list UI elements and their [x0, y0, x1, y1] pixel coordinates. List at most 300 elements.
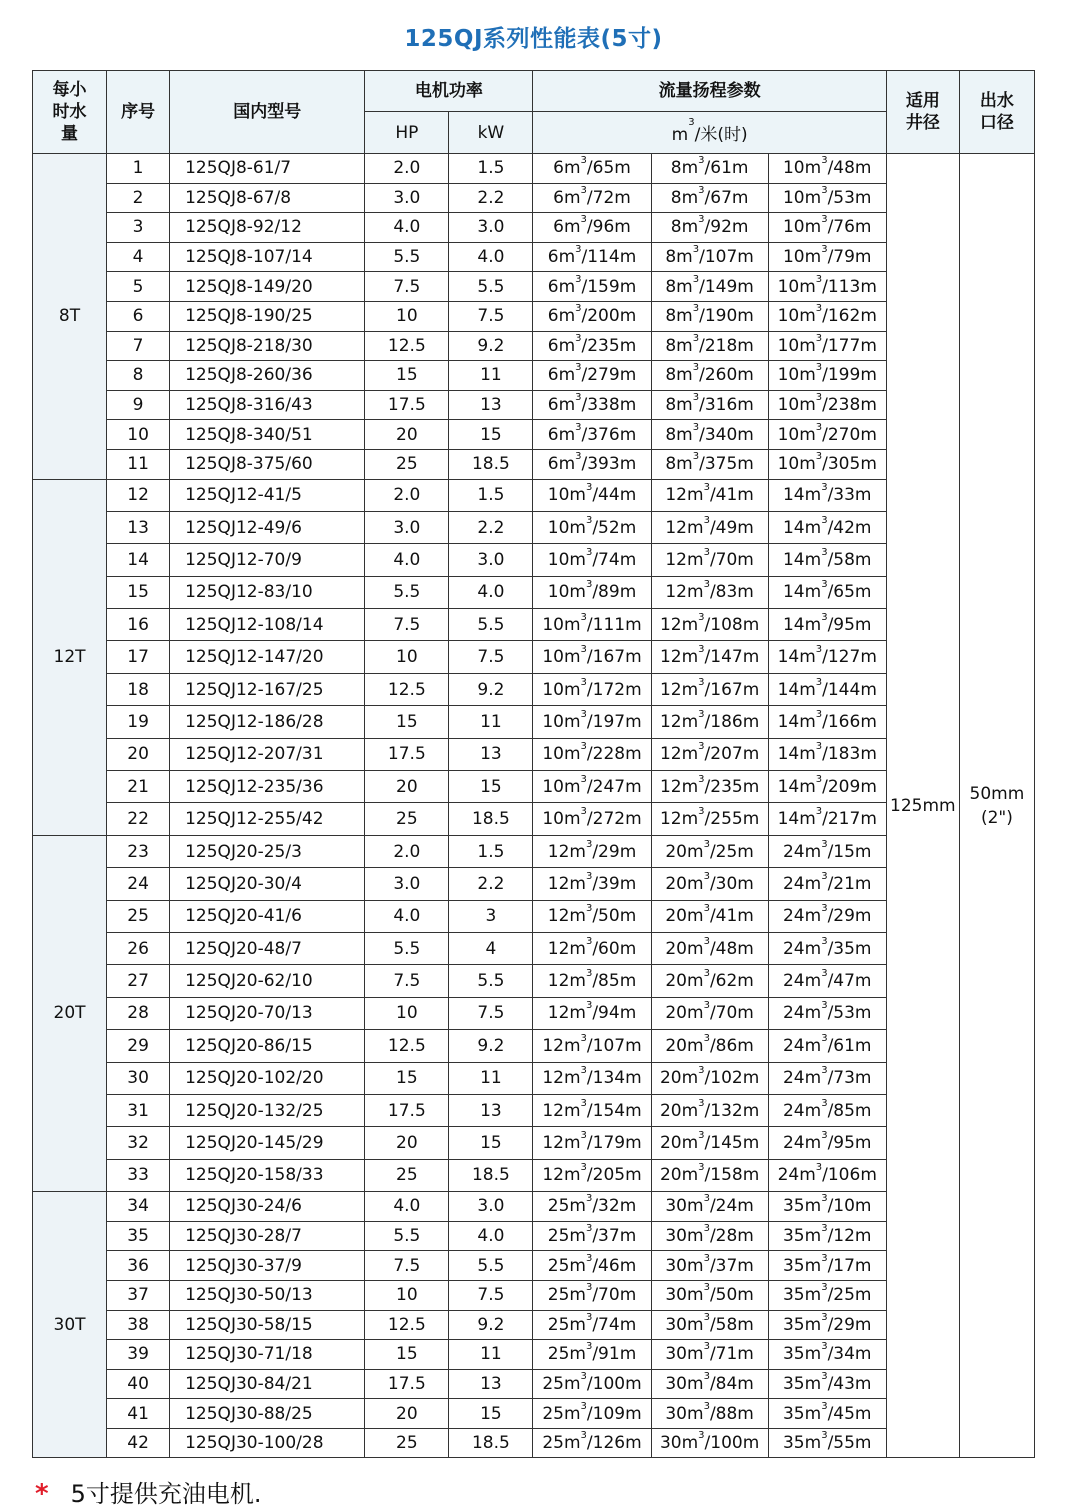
- page-title: 125QJ系列性能表(5寸): [404, 26, 663, 52]
- kw-cell: 15: [449, 1399, 533, 1429]
- model-cell: 125QJ20-25/3: [170, 835, 365, 867]
- hp-cell: 5.5: [365, 576, 449, 608]
- flow-cell: $12m^3/41m$: [651, 479, 768, 511]
- hp-cell: 7.5: [365, 1251, 449, 1281]
- flow-cell: $30m^3/50m$: [651, 1280, 768, 1310]
- flow-cell: $12m^3/147m$: [651, 641, 768, 673]
- flow-cell: $8m^3/218m$: [651, 331, 768, 361]
- flow-cell: $24m^3/106m$: [768, 1159, 886, 1191]
- flow-cell: $8m^3/340m$: [651, 420, 768, 450]
- table-row: [33, 420, 1035, 450]
- seq-cell: 11: [107, 449, 170, 479]
- table-row: [33, 673, 1035, 705]
- hp-cell: 25: [365, 449, 449, 479]
- seq-cell: 35: [107, 1221, 170, 1251]
- flow-cell: $8m^3/92m$: [651, 213, 768, 243]
- flow-cell: $12m^3/70m$: [651, 544, 768, 576]
- model-cell: 125QJ20-62/10: [170, 965, 365, 997]
- kw-cell: 13: [449, 738, 533, 770]
- kw-cell: 9.2: [449, 1030, 533, 1062]
- model-cell: 125QJ20-158/33: [170, 1159, 365, 1191]
- model-cell: 125QJ12-49/6: [170, 511, 365, 543]
- kw-cell: 7.5: [449, 641, 533, 673]
- flow-cell: $24m^3/21m$: [768, 868, 886, 900]
- model-cell: 125QJ8-340/51: [170, 420, 365, 450]
- model-cell: 125QJ12-83/10: [170, 576, 365, 608]
- flow-cell: $20m^3/158m$: [651, 1159, 768, 1191]
- table-row: [33, 511, 1035, 543]
- flow-cell: $20m^3/70m$: [651, 997, 768, 1029]
- flow-cell: $14m^3/127m$: [768, 641, 886, 673]
- hp-cell: 2.0: [365, 835, 449, 867]
- kw-cell: 4.0: [449, 1221, 533, 1251]
- flow-cell: $25m^3/74m$: [533, 1310, 651, 1340]
- kw-cell: 11: [449, 1340, 533, 1370]
- hp-cell: 2.0: [365, 154, 449, 184]
- flow-cell: $10m^3/52m$: [533, 511, 651, 543]
- flow-cell: $20m^3/86m$: [651, 1030, 768, 1062]
- seq-cell: 30: [107, 1062, 170, 1094]
- table-row: [33, 1192, 1035, 1222]
- hp-cell: 17.5: [365, 1369, 449, 1399]
- seq-cell: 27: [107, 965, 170, 997]
- kw-cell: 3.0: [449, 213, 533, 243]
- flow-cell: $12m^3/255m$: [651, 803, 768, 835]
- flow-cell: $10m^3/177m$: [768, 331, 886, 361]
- hp-cell: 15: [365, 706, 449, 738]
- hp-cell: 12.5: [365, 673, 449, 705]
- header-seq: 序号: [107, 71, 170, 154]
- table-row: [33, 272, 1035, 302]
- kw-cell: 18.5: [449, 1428, 533, 1458]
- kw-cell: 5.5: [449, 965, 533, 997]
- flow-cell: $14m^3/209m$: [768, 771, 886, 803]
- flow-cell: $10m^3/74m$: [533, 544, 651, 576]
- header-outlet: 出水口径: [959, 71, 1034, 154]
- seq-cell: 29: [107, 1030, 170, 1062]
- model-cell: 125QJ30-37/9: [170, 1251, 365, 1281]
- flow-cell: $35m^3/45m$: [768, 1399, 886, 1429]
- hp-cell: 7.5: [365, 965, 449, 997]
- flow-cell: $10m^3/197m$: [533, 706, 651, 738]
- seq-cell: 38: [107, 1310, 170, 1340]
- flow-cell: $10m^3/228m$: [533, 738, 651, 770]
- hp-cell: 20: [365, 771, 449, 803]
- seq-cell: 36: [107, 1251, 170, 1281]
- kw-cell: 11: [449, 706, 533, 738]
- kw-cell: 18.5: [449, 1159, 533, 1191]
- seq-cell: 12: [107, 479, 170, 511]
- table-row: [33, 213, 1035, 243]
- performance-table: [32, 70, 1035, 1458]
- flow-cell: $10m^3/79m$: [768, 242, 886, 272]
- seq-cell: 42: [107, 1428, 170, 1458]
- table-row: [33, 183, 1035, 213]
- seq-cell: 25: [107, 900, 170, 932]
- hp-cell: 15: [365, 361, 449, 391]
- table-row: [33, 1369, 1035, 1399]
- outlet-value: 50mm (2"): [969, 783, 1025, 828]
- hp-cell: 4.0: [365, 1192, 449, 1222]
- hp-cell: 25: [365, 1428, 449, 1458]
- header-model: 国内型号: [170, 71, 365, 154]
- hp-cell: 25: [365, 1159, 449, 1191]
- flow-cell: $14m^3/65m$: [768, 576, 886, 608]
- flow-cell: $8m^3/190m$: [651, 301, 768, 331]
- seq-cell: 18: [107, 673, 170, 705]
- model-cell: 125QJ30-71/18: [170, 1340, 365, 1370]
- seq-cell: 23: [107, 835, 170, 867]
- flow-cell: $12m^3/108m$: [651, 609, 768, 641]
- table-row: [33, 965, 1035, 997]
- table-row: [33, 1399, 1035, 1429]
- table-row: [33, 544, 1035, 576]
- group-label: 20T: [33, 835, 107, 1191]
- seq-cell: 37: [107, 1280, 170, 1310]
- flow-cell: $10m^3/172m$: [533, 673, 651, 705]
- hp-cell: 12.5: [365, 331, 449, 361]
- flow-cell: $10m^3/113m$: [768, 272, 886, 302]
- seq-cell: 20: [107, 738, 170, 770]
- seq-cell: 13: [107, 511, 170, 543]
- flow-cell: $8m^3/260m$: [651, 361, 768, 391]
- well-diameter: 125mm: [886, 154, 959, 1458]
- flow-cell: $12m^3/235m$: [651, 771, 768, 803]
- flow-cell: $10m^3/111m$: [533, 609, 651, 641]
- flow-cell: $25m^3/109m$: [533, 1399, 651, 1429]
- table-row: [33, 1094, 1035, 1126]
- flow-cell: $10m^3/44m$: [533, 479, 651, 511]
- flow-cell: $20m^3/48m$: [651, 933, 768, 965]
- kw-cell: 18.5: [449, 449, 533, 479]
- hp-cell: 15: [365, 1340, 449, 1370]
- table-row: [33, 900, 1035, 932]
- hp-cell: 7.5: [365, 609, 449, 641]
- table-row: [33, 609, 1035, 641]
- kw-cell: 13: [449, 1369, 533, 1399]
- model-cell: 125QJ8-316/43: [170, 390, 365, 420]
- flow-cell: $10m^3/76m$: [768, 213, 886, 243]
- seq-cell: 1: [107, 154, 170, 184]
- kw-cell: 5.5: [449, 272, 533, 302]
- hp-cell: 3.0: [365, 183, 449, 213]
- seq-cell: 22: [107, 803, 170, 835]
- kw-cell: 2.2: [449, 183, 533, 213]
- kw-cell: 11: [449, 1062, 533, 1094]
- flow-cell: $10m^3/199m$: [768, 361, 886, 391]
- kw-cell: 1.5: [449, 835, 533, 867]
- flow-cell: $30m^3/71m$: [651, 1340, 768, 1370]
- seq-cell: 41: [107, 1399, 170, 1429]
- flow-cell: $14m^3/183m$: [768, 738, 886, 770]
- table-row: [33, 803, 1035, 835]
- kw-cell: 4.0: [449, 576, 533, 608]
- model-cell: 125QJ12-255/42: [170, 803, 365, 835]
- hp-cell: 10: [365, 641, 449, 673]
- flow-cell: $12m^3/179m$: [533, 1127, 651, 1159]
- flow-cell: $30m^3/28m$: [651, 1221, 768, 1251]
- flow-cell: $10m^3/162m$: [768, 301, 886, 331]
- flow-cell: $35m^3/10m$: [768, 1192, 886, 1222]
- table-row: [33, 933, 1035, 965]
- table-row: [33, 1127, 1035, 1159]
- seq-cell: 40: [107, 1369, 170, 1399]
- model-cell: 125QJ30-84/21: [170, 1369, 365, 1399]
- flow-cell: $24m^3/85m$: [768, 1094, 886, 1126]
- flow-cell: $12m^3/186m$: [651, 706, 768, 738]
- footnote: [35, 1474, 262, 1509]
- table-row: [33, 479, 1035, 511]
- flow-cell: $24m^3/35m$: [768, 933, 886, 965]
- seq-cell: 3: [107, 213, 170, 243]
- hp-cell: 4.0: [365, 900, 449, 932]
- flow-cell: $14m^3/42m$: [768, 511, 886, 543]
- flow-cell: $35m^3/34m$: [768, 1340, 886, 1370]
- flow-cell: $35m^3/25m$: [768, 1280, 886, 1310]
- model-cell: 125QJ20-132/25: [170, 1094, 365, 1126]
- kw-cell: 9.2: [449, 1310, 533, 1340]
- table-row: [33, 1062, 1035, 1094]
- flow-cell: $12m^3/49m$: [651, 511, 768, 543]
- hp-cell: 3.0: [365, 511, 449, 543]
- table-row: [33, 1221, 1035, 1251]
- flow-cell: $12m^3/60m$: [533, 933, 651, 965]
- kw-cell: 4.0: [449, 242, 533, 272]
- table-row: [33, 1030, 1035, 1062]
- seq-cell: 28: [107, 997, 170, 1029]
- flow-cell: $30m^3/100m$: [651, 1428, 768, 1458]
- flow-cell: $25m^3/91m$: [533, 1340, 651, 1370]
- flow-cell: $12m^3/50m$: [533, 900, 651, 932]
- flow-cell: $24m^3/73m$: [768, 1062, 886, 1094]
- table-row: [33, 361, 1035, 391]
- header-unit: $m^3/$米(时): [533, 112, 886, 154]
- flow-cell: $20m^3/145m$: [651, 1127, 768, 1159]
- header-power: 电机功率: [365, 71, 533, 112]
- model-cell: 125QJ8-190/25: [170, 301, 365, 331]
- model-cell: 125QJ30-28/7: [170, 1221, 365, 1251]
- hp-cell: 3.0: [365, 868, 449, 900]
- model-cell: 125QJ8-61/7: [170, 154, 365, 184]
- header-hp: HP: [365, 112, 449, 154]
- flow-cell: $10m^3/48m$: [768, 154, 886, 184]
- flow-cell: $12m^3/29m$: [533, 835, 651, 867]
- model-cell: 125QJ8-218/30: [170, 331, 365, 361]
- header-flow-head: 流量扬程参数: [533, 71, 886, 112]
- hp-cell: 20: [365, 420, 449, 450]
- flow-cell: $20m^3/41m$: [651, 900, 768, 932]
- seq-cell: 15: [107, 576, 170, 608]
- table-row: [33, 997, 1035, 1029]
- kw-cell: 2.2: [449, 868, 533, 900]
- flow-cell: $12m^3/83m$: [651, 576, 768, 608]
- flow-cell: $12m^3/154m$: [533, 1094, 651, 1126]
- flow-cell: $12m^3/94m$: [533, 997, 651, 1029]
- kw-cell: 1.5: [449, 154, 533, 184]
- flow-cell: $30m^3/84m$: [651, 1369, 768, 1399]
- flow-cell: $6m^3/72m$: [533, 183, 651, 213]
- flow-cell: $14m^3/144m$: [768, 673, 886, 705]
- hp-cell: 20: [365, 1127, 449, 1159]
- seq-cell: 26: [107, 933, 170, 965]
- table-row: [33, 1340, 1035, 1370]
- flow-cell: $10m^3/238m$: [768, 390, 886, 420]
- table-row: [33, 154, 1035, 184]
- flow-cell: $6m^3/279m$: [533, 361, 651, 391]
- flow-cell: $8m^3/67m$: [651, 183, 768, 213]
- flow-cell: $20m^3/25m$: [651, 835, 768, 867]
- table-row: [33, 301, 1035, 331]
- flow-cell: $12m^3/85m$: [533, 965, 651, 997]
- kw-cell: 3.0: [449, 1192, 533, 1222]
- flow-cell: $12m^3/205m$: [533, 1159, 651, 1191]
- table-row: [33, 1310, 1035, 1340]
- hp-cell: 4.0: [365, 213, 449, 243]
- seq-cell: 39: [107, 1340, 170, 1370]
- flow-cell: $30m^3/37m$: [651, 1251, 768, 1281]
- seq-cell: 32: [107, 1127, 170, 1159]
- model-cell: 125QJ30-50/13: [170, 1280, 365, 1310]
- seq-cell: 19: [107, 706, 170, 738]
- kw-cell: 11: [449, 361, 533, 391]
- flow-cell: $30m^3/58m$: [651, 1310, 768, 1340]
- flow-cell: $14m^3/217m$: [768, 803, 886, 835]
- flow-cell: $10m^3/167m$: [533, 641, 651, 673]
- model-cell: 125QJ8-107/14: [170, 242, 365, 272]
- table-row: [33, 1251, 1035, 1281]
- kw-cell: 3.0: [449, 544, 533, 576]
- kw-cell: 7.5: [449, 997, 533, 1029]
- model-cell: 125QJ30-58/15: [170, 1310, 365, 1340]
- hp-cell: 12.5: [365, 1310, 449, 1340]
- table-row: [33, 576, 1035, 608]
- header-kw: kW: [449, 112, 533, 154]
- seq-cell: 9: [107, 390, 170, 420]
- flow-cell: $12m^3/134m$: [533, 1062, 651, 1094]
- table-row: [33, 1280, 1035, 1310]
- seq-cell: 16: [107, 609, 170, 641]
- seq-cell: 4: [107, 242, 170, 272]
- seq-cell: 10: [107, 420, 170, 450]
- kw-cell: 5.5: [449, 609, 533, 641]
- hp-cell: 17.5: [365, 738, 449, 770]
- hp-cell: 20: [365, 1399, 449, 1429]
- hp-cell: 4.0: [365, 544, 449, 576]
- table-row: [33, 331, 1035, 361]
- hp-cell: 2.0: [365, 479, 449, 511]
- kw-cell: 15: [449, 1127, 533, 1159]
- flow-cell: $6m^3/96m$: [533, 213, 651, 243]
- flow-cell: $25m^3/126m$: [533, 1428, 651, 1458]
- flow-cell: $8m^3/316m$: [651, 390, 768, 420]
- model-cell: 125QJ20-86/15: [170, 1030, 365, 1062]
- kw-cell: 2.2: [449, 511, 533, 543]
- table-row: [33, 738, 1035, 770]
- model-cell: 125QJ20-30/4: [170, 868, 365, 900]
- seq-cell: 21: [107, 771, 170, 803]
- kw-cell: 9.2: [449, 331, 533, 361]
- flow-cell: $8m^3/61m$: [651, 154, 768, 184]
- model-cell: 125QJ12-70/9: [170, 544, 365, 576]
- hp-cell: 5.5: [365, 933, 449, 965]
- flow-cell: $20m^3/102m$: [651, 1062, 768, 1094]
- hp-cell: 7.5: [365, 272, 449, 302]
- kw-cell: 5.5: [449, 1251, 533, 1281]
- flow-cell: $6m^3/393m$: [533, 449, 651, 479]
- flow-cell: $25m^3/37m$: [533, 1221, 651, 1251]
- flow-cell: $12m^3/207m$: [651, 738, 768, 770]
- seq-cell: 5: [107, 272, 170, 302]
- flow-cell: $35m^3/12m$: [768, 1221, 886, 1251]
- flow-cell: $30m^3/88m$: [651, 1399, 768, 1429]
- seq-cell: 31: [107, 1094, 170, 1126]
- flow-cell: $10m^3/89m$: [533, 576, 651, 608]
- model-cell: 125QJ12-108/14: [170, 609, 365, 641]
- header-flow-hour: 每小时水量: [33, 71, 107, 154]
- hp-cell: 10: [365, 997, 449, 1029]
- model-cell: 125QJ12-235/36: [170, 771, 365, 803]
- kw-cell: 9.2: [449, 673, 533, 705]
- flow-cell: $24m^3/29m$: [768, 900, 886, 932]
- outlet-diameter: [959, 154, 1034, 1458]
- flow-cell: $24m^3/95m$: [768, 1127, 886, 1159]
- flow-cell: $14m^3/33m$: [768, 479, 886, 511]
- seq-cell: 24: [107, 868, 170, 900]
- model-cell: 125QJ8-149/20: [170, 272, 365, 302]
- model-cell: 125QJ8-67/8: [170, 183, 365, 213]
- flow-cell: $14m^3/58m$: [768, 544, 886, 576]
- flow-cell: $30m^3/24m$: [651, 1192, 768, 1222]
- seq-cell: 7: [107, 331, 170, 361]
- kw-cell: 15: [449, 420, 533, 450]
- kw-cell: 4: [449, 933, 533, 965]
- hp-cell: 10: [365, 1280, 449, 1310]
- model-cell: 125QJ12-207/31: [170, 738, 365, 770]
- flow-cell: $35m^3/55m$: [768, 1428, 886, 1458]
- seq-cell: 8: [107, 361, 170, 391]
- table-row: [33, 641, 1035, 673]
- table-row: [33, 390, 1035, 420]
- flow-cell: $35m^3/29m$: [768, 1310, 886, 1340]
- flow-cell: $24m^3/61m$: [768, 1030, 886, 1062]
- flow-cell: $20m^3/132m$: [651, 1094, 768, 1126]
- table-row: [33, 771, 1035, 803]
- kw-cell: 7.5: [449, 1280, 533, 1310]
- model-cell: 125QJ20-41/6: [170, 900, 365, 932]
- flow-cell: $6m^3/65m$: [533, 154, 651, 184]
- seq-cell: 2: [107, 183, 170, 213]
- group-label: 12T: [33, 479, 107, 835]
- flow-cell: $24m^3/15m$: [768, 835, 886, 867]
- table-row: [33, 1428, 1035, 1458]
- seq-cell: 34: [107, 1192, 170, 1222]
- flow-cell: $25m^3/70m$: [533, 1280, 651, 1310]
- flow-cell: $25m^3/46m$: [533, 1251, 651, 1281]
- table-row: [33, 706, 1035, 738]
- hp-cell: 5.5: [365, 1221, 449, 1251]
- flow-cell: $35m^3/43m$: [768, 1369, 886, 1399]
- model-cell: 125QJ30-100/28: [170, 1428, 365, 1458]
- flow-cell: $12m^3/39m$: [533, 868, 651, 900]
- flow-cell: $10m^3/53m$: [768, 183, 886, 213]
- model-cell: 125QJ12-41/5: [170, 479, 365, 511]
- model-cell: 125QJ8-260/36: [170, 361, 365, 391]
- model-cell: 125QJ8-92/12: [170, 213, 365, 243]
- hp-cell: 15: [365, 1062, 449, 1094]
- kw-cell: 13: [449, 390, 533, 420]
- kw-cell: 15: [449, 771, 533, 803]
- table-row: [33, 449, 1035, 479]
